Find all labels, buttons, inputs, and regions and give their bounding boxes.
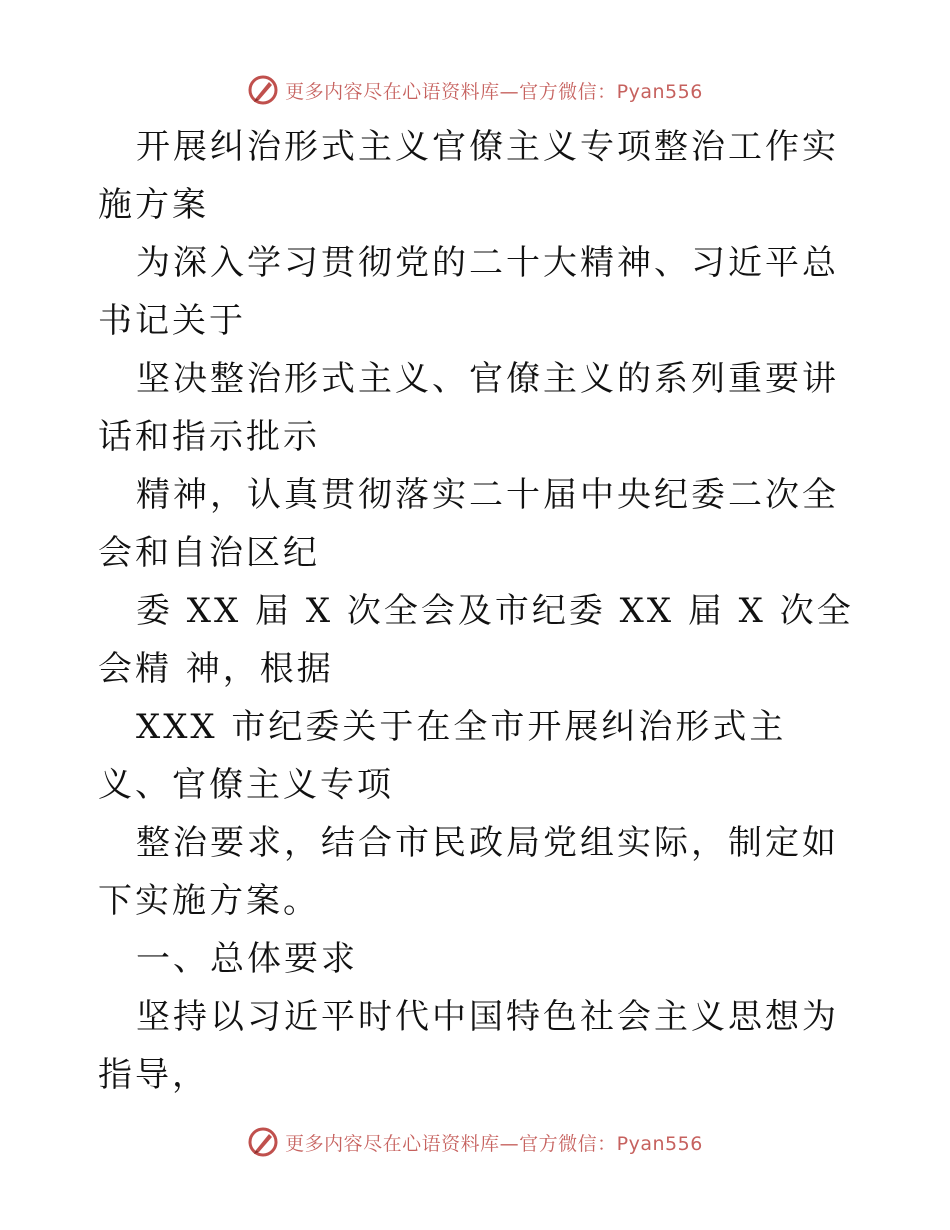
paragraph: 为深入学习贯彻党的二十大精神、习近平总书记关于: [98, 243, 839, 341]
header-watermark: [0, 70, 950, 110]
paragraph: 坚持以习近平时代中国特色社会主义思想为指导，: [98, 997, 839, 1095]
document-title: 开展纠治形式主义官僚主义专项整治工作实施方案: [98, 127, 839, 225]
footer-watermark: [0, 1122, 950, 1162]
paragraph: XXX 市纪委关于在全市开展纠治形式主义、官僚主义专项: [98, 707, 787, 805]
paragraph: 精神，认真贯彻落实二十届中央纪委二次全会和自治区纪: [98, 475, 839, 573]
watermark-text: 更多内容尽在心语资料库—官方微信：Pyan556: [285, 1132, 703, 1155]
paragraph: 委 XX 届 X 次全会及市纪委 XX 届 X 次全会精 神，根据: [98, 591, 854, 689]
pen-logo-icon: [247, 1126, 279, 1158]
watermark-text: 更多内容尽在心语资料库—官方微信：Pyan556: [285, 80, 703, 103]
pen-logo-icon: [247, 74, 279, 106]
paragraph: 整治要求，结合市民政局党组实际，制定如下实施方案。: [98, 823, 839, 921]
section-heading: 一、总体要求: [136, 939, 358, 979]
paragraph: 坚决整治形式主义、官僚主义的系列重要讲话和指示批示: [98, 359, 839, 457]
document-body: [98, 118, 858, 1104]
